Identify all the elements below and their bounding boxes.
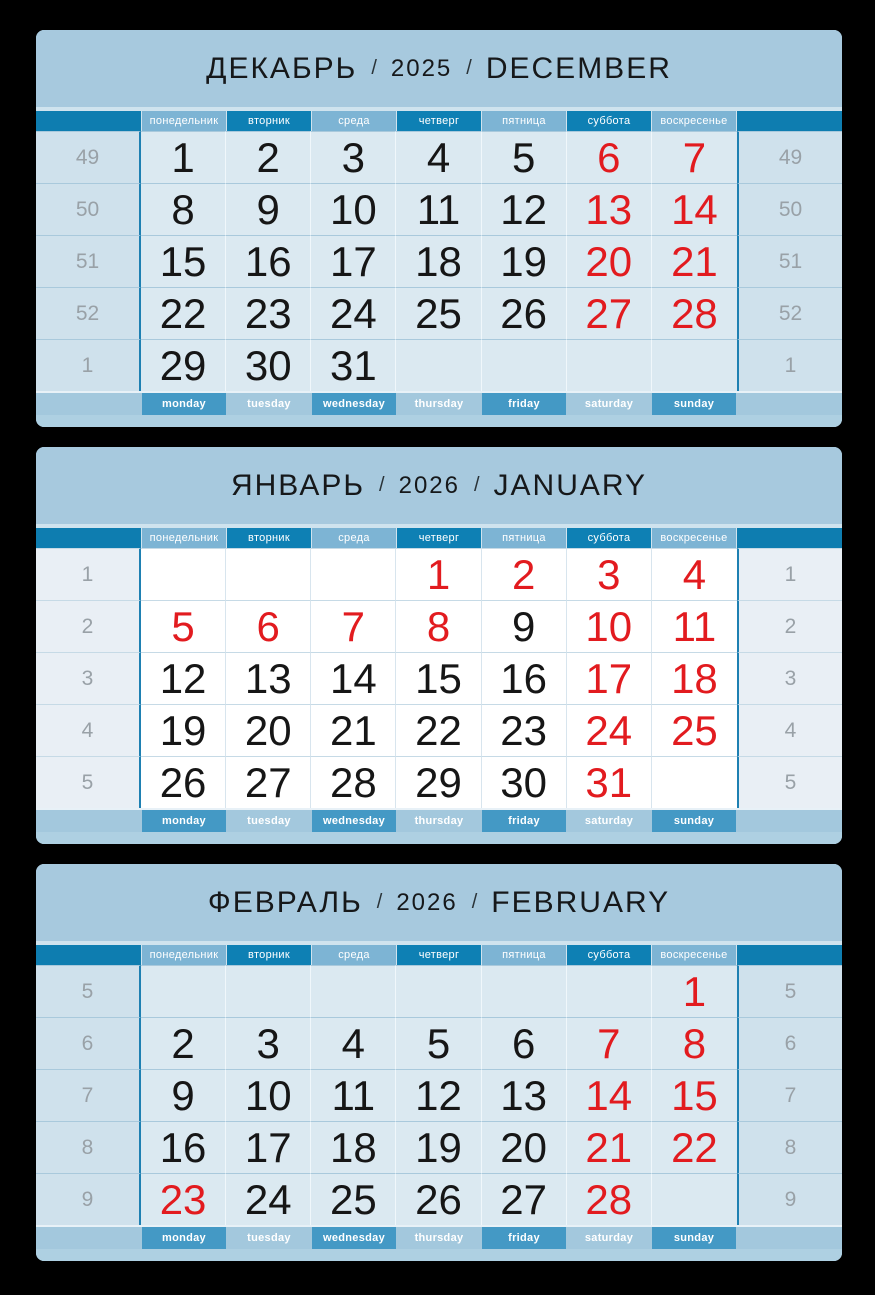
date-cell [141, 548, 226, 600]
separator: / [466, 57, 472, 79]
weekday-row-cap [737, 810, 842, 832]
date-cell: 13 [226, 652, 311, 704]
week-row [36, 1017, 842, 1069]
date-cell: 4 [652, 548, 737, 600]
date-cell: 20 [567, 235, 652, 287]
date-cell: 2 [226, 131, 311, 183]
week-row [36, 600, 842, 652]
weekday-en-wednesday: wednesday [312, 393, 396, 415]
date-cell: 23 [141, 1173, 226, 1225]
month-name-ru: ЯНВАРЬ [230, 468, 366, 502]
week-number-right: 51 [737, 235, 842, 287]
date-cell: 23 [482, 704, 567, 756]
weekday-ru-friday: пятница [482, 945, 566, 965]
date-cell: 21 [567, 1121, 652, 1173]
week-number-left: 9 [36, 1173, 141, 1225]
weekday-en-thursday: thursday [414, 815, 464, 827]
date-cell [226, 965, 311, 1017]
date-cell: 10 [311, 183, 396, 235]
date-cell: 5 [141, 600, 226, 652]
week-number-left: 6 [36, 1017, 141, 1069]
week-number-right: 5 [737, 965, 842, 1017]
month-year: 2025 [390, 54, 453, 82]
date-cell: 12 [141, 652, 226, 704]
date-cell: 11 [311, 1069, 396, 1121]
weekday-ru-saturday: суббота [567, 528, 651, 548]
date-cell: 14 [652, 183, 737, 235]
weekday-ru-wednesday: среда [312, 528, 396, 548]
bottom-pad [36, 1249, 842, 1261]
date-cell: 17 [311, 235, 396, 287]
date-cell [396, 339, 481, 391]
week-row [36, 756, 842, 808]
week-number-right: 1 [737, 339, 842, 391]
date-cell: 5 [396, 1017, 481, 1069]
date-cell: 31 [311, 339, 396, 391]
month-panel [36, 447, 842, 844]
date-cell: 22 [141, 287, 226, 339]
date-cell: 4 [311, 1017, 396, 1069]
date-cell: 17 [567, 652, 652, 704]
date-cell: 17 [226, 1121, 311, 1173]
bottom-pad [36, 415, 842, 427]
week-row [36, 1173, 842, 1225]
date-cell: 15 [396, 652, 481, 704]
date-cell: 26 [141, 756, 226, 808]
month-title [36, 864, 842, 941]
week-number-left: 5 [36, 965, 141, 1017]
week-row [36, 183, 842, 235]
date-cell [652, 756, 737, 808]
date-cell [141, 965, 226, 1017]
weekday-ru-friday: пятница [482, 111, 566, 131]
date-cell [652, 339, 737, 391]
month-name-en: DECEMBER [485, 51, 672, 85]
date-cell: 8 [141, 183, 226, 235]
weekday-en-wednesday: wednesday [312, 1227, 396, 1249]
date-cell: 11 [652, 600, 737, 652]
date-cell: 1 [396, 548, 481, 600]
week-row [36, 339, 842, 391]
date-cell: 7 [567, 1017, 652, 1069]
weekday-ru-monday: понедельник [142, 945, 226, 965]
week-number-right: 3 [737, 652, 842, 704]
weekday-ru-tuesday: вторник [227, 945, 311, 965]
date-cell: 25 [396, 287, 481, 339]
weekday-ru-tuesday: вторник [227, 528, 311, 548]
weekday-row-en [36, 1225, 842, 1249]
week-number-left: 7 [36, 1069, 141, 1121]
date-cell: 16 [226, 235, 311, 287]
weekday-en-monday: monday [142, 1227, 226, 1249]
weekday-ru-thursday: четверг [397, 111, 481, 131]
weekday-en-friday: friday [482, 1227, 566, 1249]
week-number-right: 52 [737, 287, 842, 339]
date-cell [482, 339, 567, 391]
date-cell: 24 [226, 1173, 311, 1225]
date-cell: 13 [482, 1069, 567, 1121]
date-cell [482, 965, 567, 1017]
weekday-en-monday: monday [142, 810, 226, 832]
date-cell: 27 [226, 756, 311, 808]
week-number-left: 52 [36, 287, 141, 339]
date-cell: 29 [396, 756, 481, 808]
week-number-right: 2 [737, 600, 842, 652]
week-number-left: 1 [36, 339, 141, 391]
weekday-en-sunday: sunday [652, 810, 736, 832]
week-number-right: 9 [737, 1173, 842, 1225]
week-number-right: 8 [737, 1121, 842, 1173]
weekday-row-cap [36, 111, 141, 131]
week-number-right: 4 [737, 704, 842, 756]
weekday-ru-sunday: воскресенье [652, 528, 736, 548]
week-row [36, 287, 842, 339]
weekday-row-cap [36, 945, 141, 965]
weekday-ru-sunday: воскресенье [652, 111, 736, 131]
weekday-ru-wednesday: среда [312, 111, 396, 131]
month-name-ru: ДЕКАБРЬ [206, 51, 358, 85]
weekday-en-friday: friday [482, 810, 566, 832]
date-cell: 9 [226, 183, 311, 235]
week-number-left: 3 [36, 652, 141, 704]
date-cell: 12 [396, 1069, 481, 1121]
bottom-pad [36, 832, 842, 844]
weekday-row-cap [36, 1227, 141, 1249]
date-cell: 9 [482, 600, 567, 652]
weekday-ru-saturday: суббота [567, 945, 651, 965]
date-cell: 18 [396, 235, 481, 287]
date-cell: 26 [482, 287, 567, 339]
month-year: 2026 [396, 888, 458, 916]
separator: / [371, 57, 377, 79]
date-cell: 12 [482, 183, 567, 235]
weekday-en-tuesday: tuesday [247, 815, 291, 827]
weekday-en-saturday: saturday [584, 815, 634, 827]
date-cell: 16 [482, 652, 567, 704]
weekday-en-thursday: thursday [414, 398, 464, 410]
date-cell: 7 [652, 131, 737, 183]
weekday-en-thursday: thursday [414, 1232, 464, 1244]
date-cell: 15 [141, 235, 226, 287]
date-cell: 22 [396, 704, 481, 756]
date-cell: 9 [141, 1069, 226, 1121]
date-cell: 21 [311, 704, 396, 756]
weekday-row-ru [36, 945, 842, 965]
date-cell: 30 [226, 339, 311, 391]
separator: / [379, 474, 385, 496]
month-panel [36, 30, 842, 427]
week-row [36, 235, 842, 287]
date-cell [396, 965, 481, 1017]
date-cell: 16 [141, 1121, 226, 1173]
date-cell: 11 [396, 183, 481, 235]
date-cell [311, 965, 396, 1017]
weekday-row-cap [737, 1227, 842, 1249]
separator: / [473, 474, 480, 496]
week-row [36, 965, 842, 1017]
week-number-left: 8 [36, 1121, 141, 1173]
weekday-row-cap [737, 111, 842, 131]
week-row [36, 1121, 842, 1173]
weekday-ru-monday: понедельник [142, 528, 226, 548]
date-cell [567, 965, 652, 1017]
week-number-right: 1 [737, 548, 842, 600]
month-title [36, 447, 842, 524]
month-year: 2026 [398, 471, 460, 499]
date-cell: 3 [226, 1017, 311, 1069]
weekday-row-cap [737, 393, 842, 415]
date-cell: 6 [567, 131, 652, 183]
week-number-left: 4 [36, 704, 141, 756]
week-number-right: 5 [737, 756, 842, 808]
date-cell [226, 548, 311, 600]
weekday-ru-monday: понедельник [142, 111, 226, 131]
weekday-row-cap [737, 945, 842, 965]
date-cell: 28 [567, 1173, 652, 1225]
weekday-en-friday: friday [482, 393, 566, 415]
date-cell: 26 [396, 1173, 481, 1225]
week-number-left: 49 [36, 131, 141, 183]
weekday-en-monday: monday [142, 393, 226, 415]
date-cell: 10 [226, 1069, 311, 1121]
separator: / [376, 891, 383, 913]
weekday-row-en [36, 391, 842, 415]
week-number-left: 50 [36, 183, 141, 235]
weekday-row-cap [36, 528, 141, 548]
weekday-row-en [36, 808, 842, 832]
date-cell: 19 [141, 704, 226, 756]
date-cell: 10 [567, 600, 652, 652]
date-cell [311, 548, 396, 600]
week-row [36, 1069, 842, 1121]
weekday-ru-sunday: воскресенье [652, 945, 736, 965]
separator: / [471, 891, 478, 913]
month-panel [36, 864, 842, 1261]
date-cell: 20 [482, 1121, 567, 1173]
weekday-ru-wednesday: среда [312, 945, 396, 965]
date-cell: 19 [482, 235, 567, 287]
date-cell: 29 [141, 339, 226, 391]
month-name-ru: ФЕВРАЛЬ [207, 885, 363, 919]
week-number-left: 2 [36, 600, 141, 652]
weekday-row-cap [36, 393, 141, 415]
weekday-row-cap [36, 810, 141, 832]
week-number-right: 49 [737, 131, 842, 183]
date-cell: 5 [482, 131, 567, 183]
date-cell: 27 [567, 287, 652, 339]
date-cell: 6 [482, 1017, 567, 1069]
weekday-ru-tuesday: вторник [227, 111, 311, 131]
month-title [36, 30, 842, 107]
weekday-ru-thursday: четверг [397, 945, 481, 965]
date-cell [652, 1173, 737, 1225]
date-cell: 20 [226, 704, 311, 756]
date-cell: 1 [141, 131, 226, 183]
week-number-left: 51 [36, 235, 141, 287]
week-row [36, 704, 842, 756]
date-cell: 30 [482, 756, 567, 808]
weekday-ru-thursday: четверг [397, 528, 481, 548]
date-cell: 2 [141, 1017, 226, 1069]
date-cell: 28 [311, 756, 396, 808]
date-cell: 24 [567, 704, 652, 756]
date-cell: 25 [652, 704, 737, 756]
date-cell: 8 [652, 1017, 737, 1069]
date-cell: 21 [652, 235, 737, 287]
date-cell: 24 [311, 287, 396, 339]
weekday-en-wednesday: wednesday [312, 810, 396, 832]
date-cell: 3 [567, 548, 652, 600]
date-cell: 14 [311, 652, 396, 704]
month-name-en: JANUARY [493, 468, 648, 502]
date-cell: 2 [482, 548, 567, 600]
week-number-right: 6 [737, 1017, 842, 1069]
date-cell: 14 [567, 1069, 652, 1121]
date-cell: 19 [396, 1121, 481, 1173]
date-cell: 23 [226, 287, 311, 339]
weekday-en-tuesday: tuesday [247, 398, 291, 410]
weekday-ru-friday: пятница [482, 528, 566, 548]
date-cell: 6 [226, 600, 311, 652]
date-cell: 13 [567, 183, 652, 235]
date-cell: 28 [652, 287, 737, 339]
date-cell: 8 [396, 600, 481, 652]
week-row [36, 548, 842, 600]
week-number-right: 7 [737, 1069, 842, 1121]
weekday-row-ru [36, 528, 842, 548]
weekday-en-tuesday: tuesday [247, 1232, 291, 1244]
weekday-en-sunday: sunday [652, 1227, 736, 1249]
week-number-right: 50 [737, 183, 842, 235]
date-cell: 22 [652, 1121, 737, 1173]
weekday-row-ru [36, 111, 842, 131]
weekday-en-saturday: saturday [584, 398, 634, 410]
date-cell: 15 [652, 1069, 737, 1121]
week-number-left: 1 [36, 548, 141, 600]
week-number-left: 5 [36, 756, 141, 808]
date-cell: 18 [652, 652, 737, 704]
month-name-en: FEBRUARY [491, 885, 671, 919]
week-row [36, 652, 842, 704]
date-cell: 31 [567, 756, 652, 808]
date-cell [567, 339, 652, 391]
weekday-en-saturday: saturday [584, 1232, 634, 1244]
date-cell: 18 [311, 1121, 396, 1173]
weekday-en-sunday: sunday [652, 393, 736, 415]
date-cell: 4 [396, 131, 481, 183]
date-cell: 1 [652, 965, 737, 1017]
date-cell: 7 [311, 600, 396, 652]
date-cell: 25 [311, 1173, 396, 1225]
date-cell: 3 [311, 131, 396, 183]
weekday-row-cap [737, 528, 842, 548]
date-cell: 27 [482, 1173, 567, 1225]
week-row [36, 131, 842, 183]
weekday-ru-saturday: суббота [567, 111, 651, 131]
